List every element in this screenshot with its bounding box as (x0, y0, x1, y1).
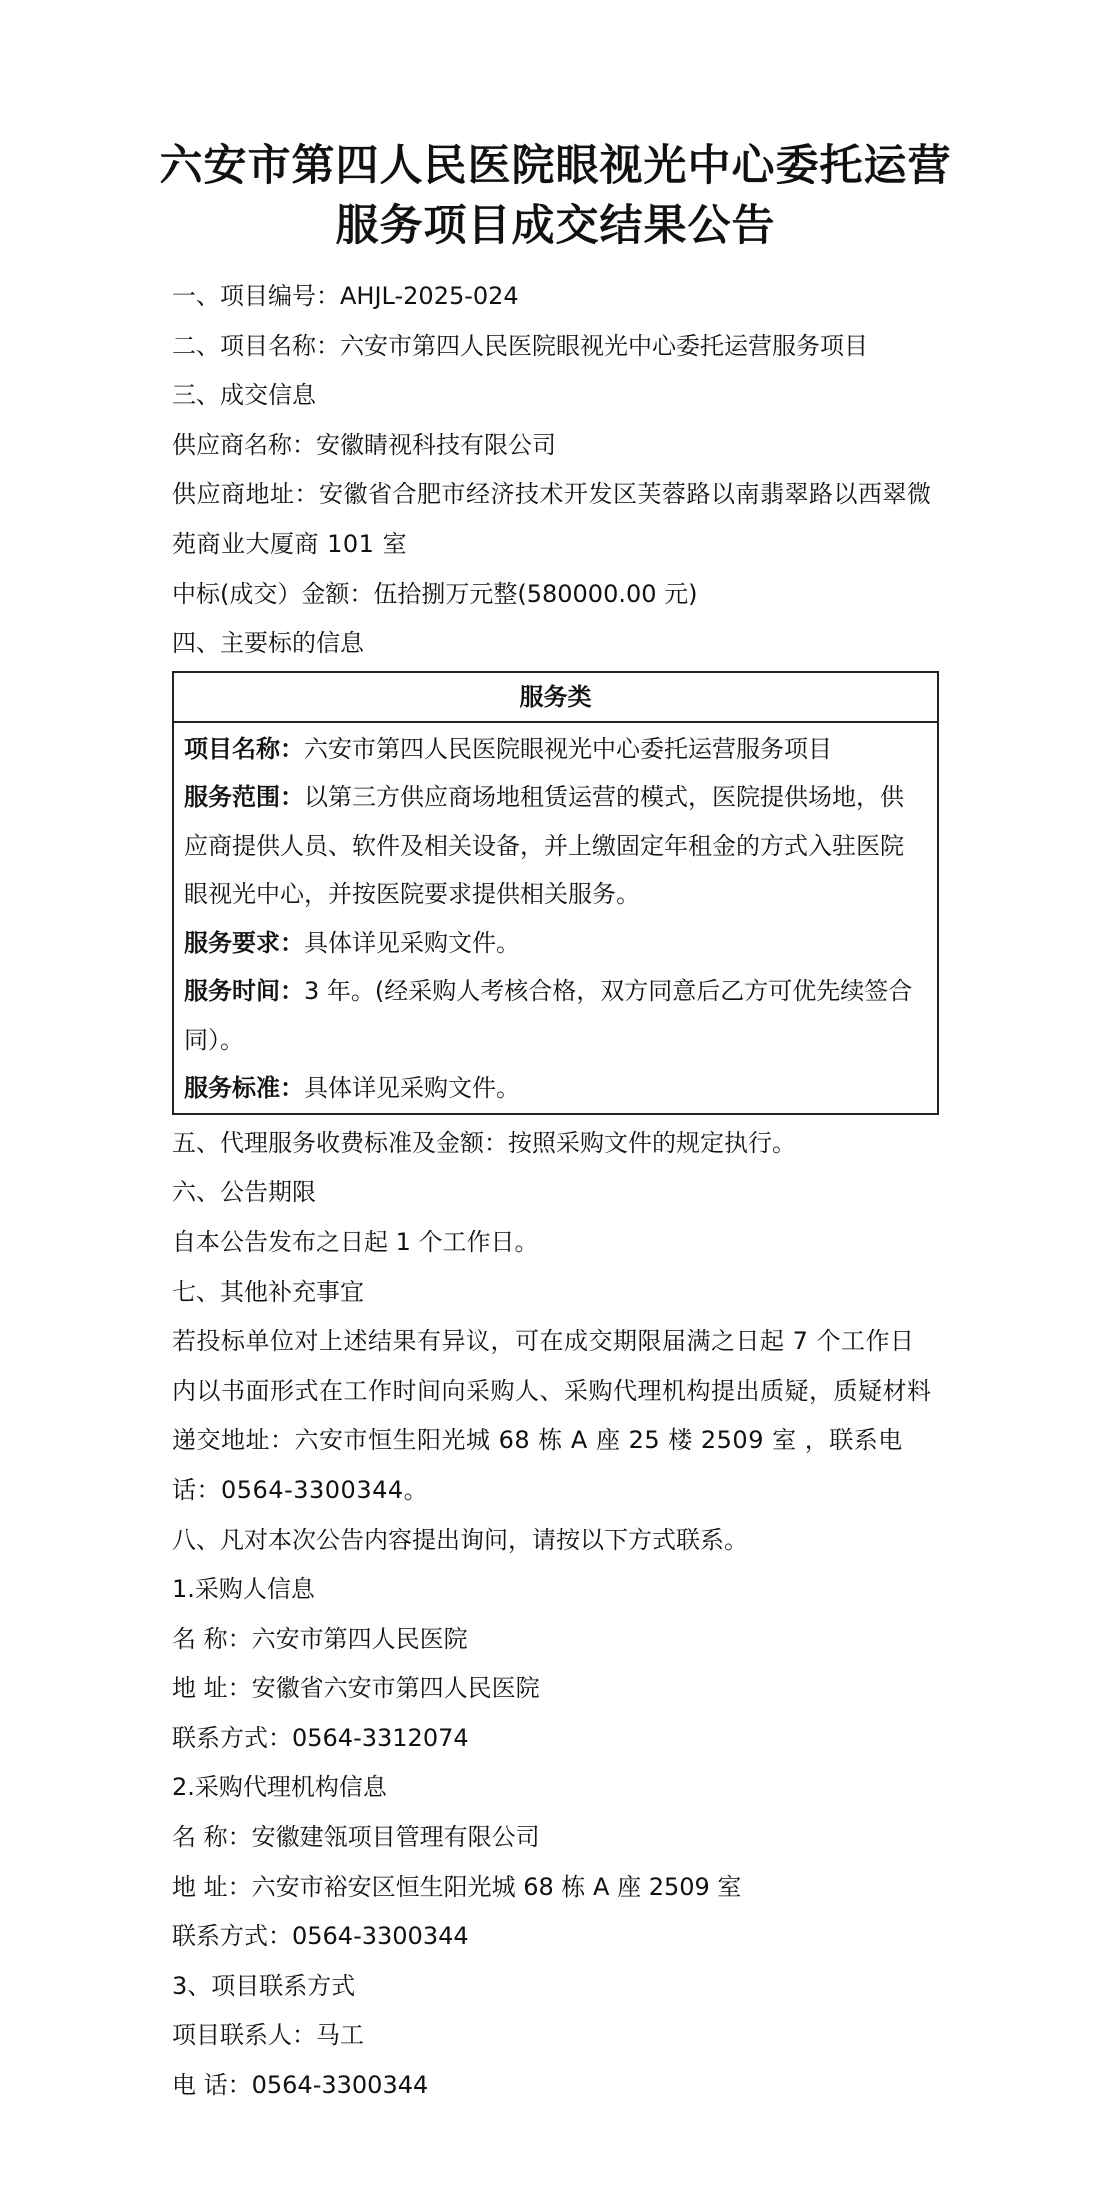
agent-name: 名 称：安徽建瓴项目管理有限公司 (172, 1823, 540, 1852)
other-matters-text: 若投标单位对上述结果有异议，可在成交期限届满之日起 7 个工作日内以书面形式在工作时间向采购人、采购代理机构提出质疑，质疑材料递交地址：六安市恒生阳光城 68 栋 A 座 25 楼 2509 室 ，联系电话：0564-3300344。 (172, 1327, 932, 1504)
service-row-label: 服务标准： (184, 1074, 304, 1103)
section-deal-info: 三、成交信息 (172, 381, 316, 410)
service-row-duration (184, 967, 927, 1064)
deal-amount: 中标(成交）金额：伍拾捌万元整(580000.00 元) (172, 579, 698, 608)
section-other-matters: 七、其他补充事宜 (172, 1277, 364, 1306)
section-main-subject: 四、主要标的信息 (172, 629, 364, 658)
service-row-text: 具体详见采购文件。 (304, 1074, 520, 1103)
service-table-body (174, 723, 937, 1113)
agency-fee: 五、代理服务收费标准及金额：按照采购文件的规定执行。 (172, 1128, 796, 1157)
section-contact: 八、凡对本次公告内容提出询问，请按以下方式联系。 (172, 1525, 748, 1554)
service-row-text: 3 年。(经采购人考核合格，双方同意后乙方可优先续签合同）。 (184, 977, 913, 1054)
service-row-text: 六安市第四人民医院眼视光中心委托运营服务项目 (304, 734, 832, 763)
service-row-standard (184, 1064, 927, 1113)
project-name: 二、项目名称：六安市第四人民医院眼视光中心委托运营服务项目 (172, 331, 868, 360)
service-row-label: 服务范围： (184, 783, 304, 812)
agent-address: 地 址：六安市裕安区恒生阳光城 68 栋 A 座 2509 室 (172, 1872, 742, 1901)
project-contact-heading: 3、项目联系方式 (172, 1971, 356, 2000)
service-row-label: 服务要求： (184, 928, 304, 957)
service-row-label: 项目名称： (184, 734, 304, 763)
notice-period-text: 自本公告发布之日起 1 个工作日。 (172, 1227, 539, 1256)
buyer-contact: 联系方式：0564-3312074 (172, 1723, 469, 1752)
service-table-header: 服务类 (174, 673, 937, 723)
buyer-address: 地 址：安徽省六安市第四人民医院 (172, 1674, 540, 1703)
agent-contact: 联系方式：0564-3300344 (172, 1922, 469, 1951)
supplier-address: 供应商地址：安徽省合肥市经济技术开发区芙蓉路以南翡翠路以西翠微苑商业大厦商 101 室 (172, 480, 932, 558)
service-row-requirement (184, 919, 927, 968)
service-row-scope (184, 773, 927, 919)
service-row-project-name (184, 725, 927, 774)
agent-heading: 2.采购代理机构信息 (172, 1773, 387, 1802)
document-title (152, 136, 959, 256)
project-contact-phone: 电 话：0564-3300344 (172, 2071, 429, 2100)
title-line-2: 服务项目成交结果公告 (335, 201, 776, 251)
service-row-label: 服务时间： (184, 977, 304, 1006)
project-number: 一、项目编号：AHJL-2025-024 (172, 282, 519, 310)
service-row-text: 以第三方供应商场地租赁运营的模式，医院提供场地，供应商提供人员、软件及相关设备，并上缴固定年租金的方式入驻医院眼视光中心，并按医院要求提供相关服务。 (184, 783, 904, 909)
buyer-heading: 1.采购人信息 (172, 1575, 315, 1604)
project-contact-person: 项目联系人：马工 (172, 2021, 364, 2050)
supplier-name: 供应商名称：安徽睛视科技有限公司 (172, 430, 556, 459)
service-row-text: 具体详见采购文件。 (304, 928, 520, 957)
section-notice-period: 六、公告期限 (172, 1178, 316, 1207)
buyer-name: 名 称：六安市第四人民医院 (172, 1624, 468, 1653)
service-table (172, 671, 939, 1115)
title-line-1: 六安市第四人民医院眼视光中心委托运营 (159, 141, 952, 191)
